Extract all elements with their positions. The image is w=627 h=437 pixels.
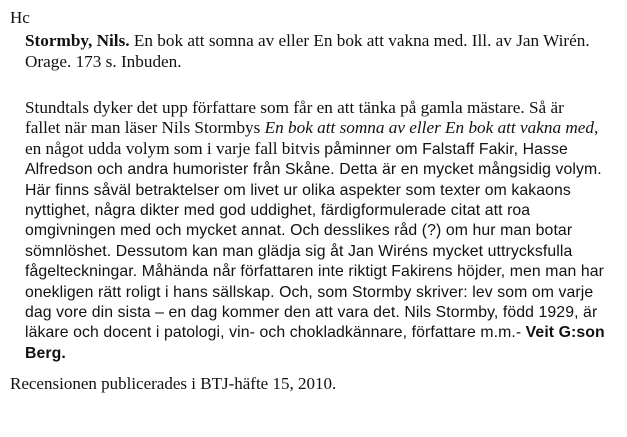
review-text: [25, 98, 625, 364]
review-line: Här finns såväl betraktelser om livet ur olika aspekter som texter om kakaons: [25, 181, 571, 199]
review-line: fågelteckningar. Måhända når författaren inte riktigt Fakirens höjder, men man har: [25, 263, 604, 281]
publication-note: Recensionen publicerades i BTJ-häfte 15, 2010.: [10, 374, 337, 393]
review-line: Alfredson och andra humorister från Skåne. Detta är en mycket mångsidig volym.: [25, 161, 602, 179]
review-line: [25, 118, 625, 138]
review-line: onekligen rätt roligt i hans sällskap. Och, som Stormby skriver: lev som om varje: [25, 283, 594, 301]
review-line: Stundtals dyker det upp författare som får en att tänka på gamla mästare. Så är: [25, 98, 564, 117]
review-line-segment: läkare och docent i patologi, vin- och chokladkännare, författare m.m.-: [25, 324, 526, 342]
review-line: dag vore din sista – en dag kommer den att vara det. Nils Stormby, född 1929, är: [25, 304, 598, 322]
reviewer-name-end: Berg.: [25, 344, 66, 362]
review-line-segment: en något udda volym som i varje fall bitvis: [25, 138, 325, 158]
review-book-title: En bok att somna av eller En bok att vakna med: [264, 118, 594, 138]
bibliographic-entry: [25, 30, 625, 72]
entry-title-info: En bok att somna av eller En bok att vakna med. Ill. av Jan Wirén.: [129, 31, 590, 50]
review-line: [25, 323, 625, 343]
review-line-segment: ,: [593, 118, 599, 138]
review-line-segment: fallet när man läser Nils Stormbys: [25, 118, 265, 138]
review-line: omgivningen med och mycket annat. Och desslikes råd (?) om hur man botar: [25, 222, 573, 240]
review-line-segment: påminner om Falstaff Fakir, Hasse: [324, 140, 568, 158]
classification-code: Hc: [10, 8, 30, 27]
review-line: [25, 139, 625, 160]
entry-line-1: [25, 30, 625, 51]
entry-author: Stormby, Nils.: [25, 31, 130, 50]
reviewer-name: Veit G:son: [525, 324, 605, 342]
entry-publisher-info: Orage. 173 s. Inbuden.: [25, 52, 182, 71]
review-line: nyttighet, några dikter med god uddighet, färdigformulerade citat att roa: [25, 202, 531, 220]
review-line: sömnlöshet. Dessutom kan man glädja sig åt Jan Wiréns mycket uttrycksfulla: [25, 242, 573, 260]
